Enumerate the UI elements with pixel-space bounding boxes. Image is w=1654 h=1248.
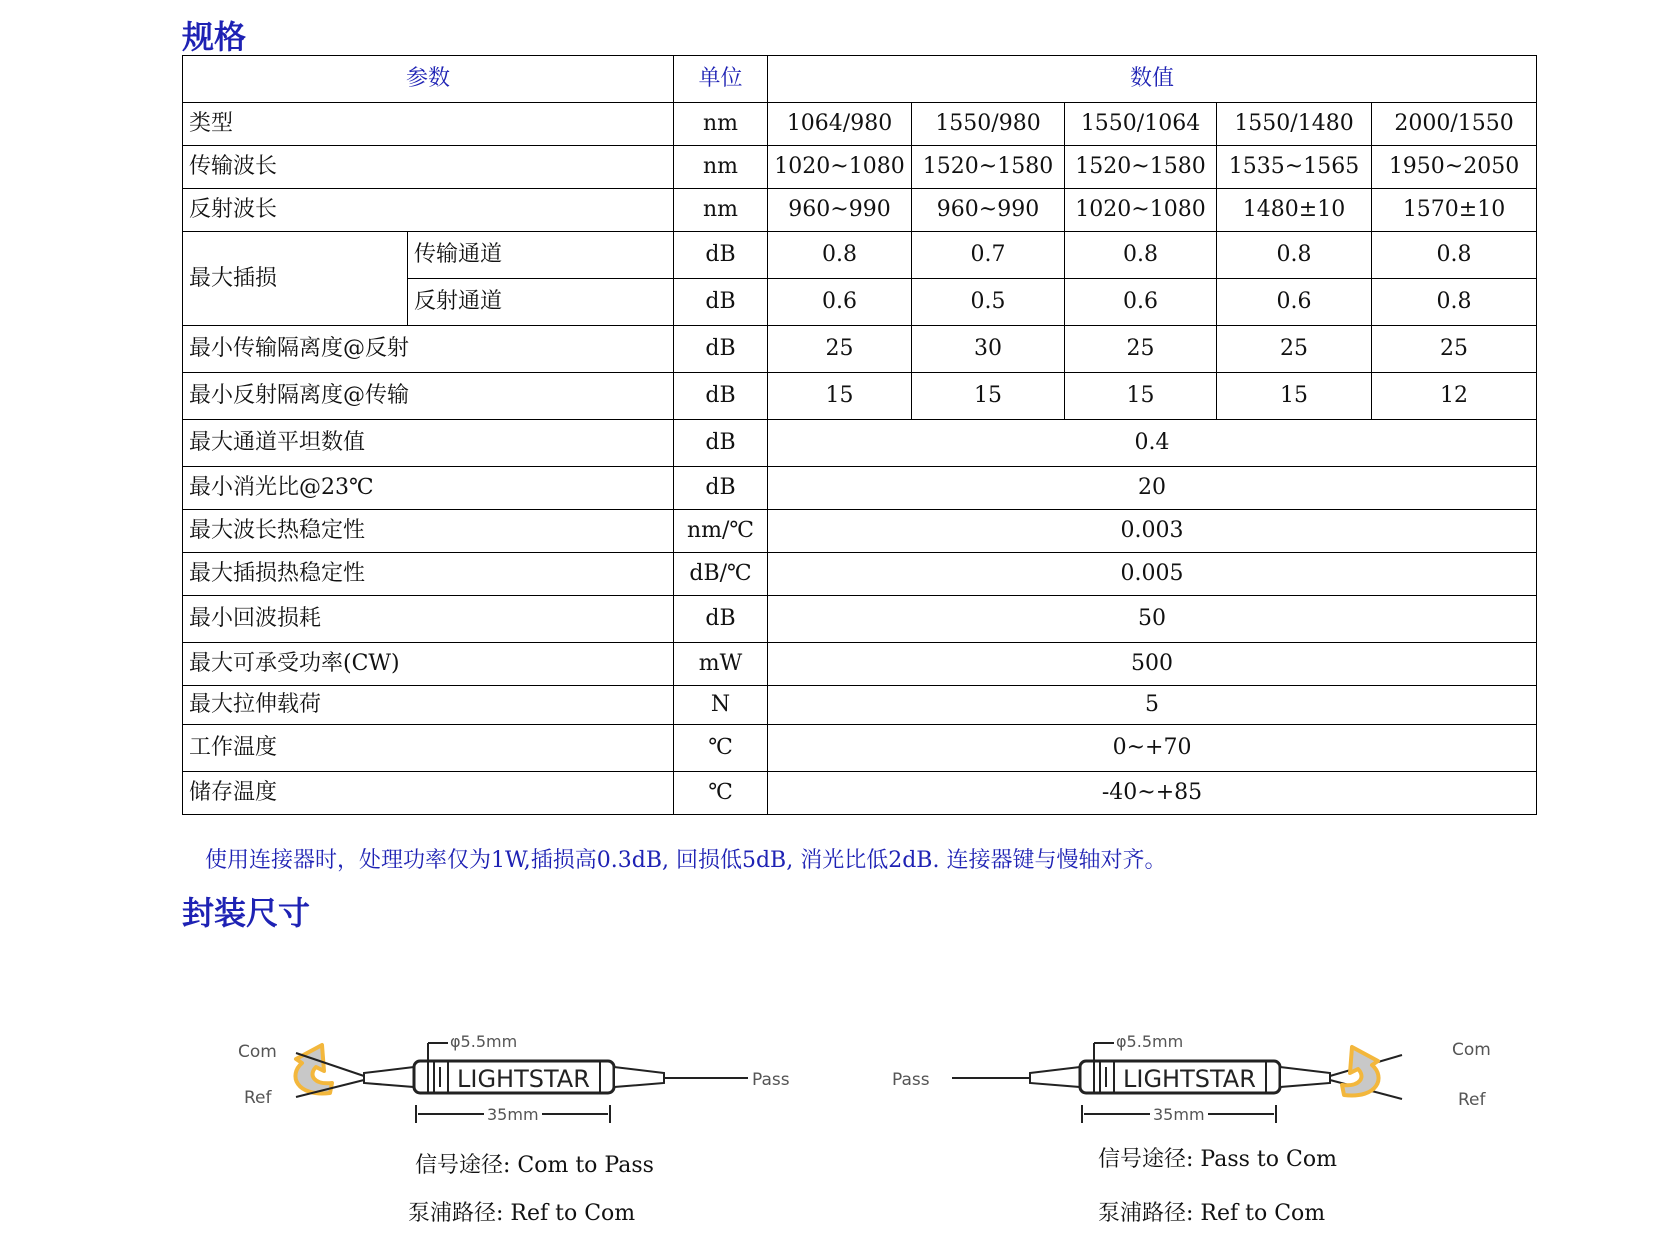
cell-value: 25 [768, 326, 912, 373]
cell-value: 0.005 [768, 553, 1537, 596]
signal-path-left: 信号途径: Com to Pass [415, 1153, 654, 1178]
row-label: 最小消光比@23℃ [183, 467, 674, 510]
row-label: 最小传输隔离度@反射 [183, 326, 674, 373]
table-row-reflect-wavelength [183, 189, 1537, 232]
length-label: 35mm [1153, 1105, 1205, 1124]
header-value: 数值 [768, 56, 1537, 103]
row-label: 最大通道平坦数值 [183, 420, 674, 467]
cell-value: 50 [768, 596, 1537, 643]
cell-value: 960~990 [912, 189, 1065, 232]
row-unit: nm/℃ [674, 510, 768, 553]
diameter-label: φ5.5mm [1116, 1032, 1184, 1051]
package-drawing-right [892, 1015, 1512, 1130]
cell-value: 0.8 [768, 232, 912, 279]
cell-value: 1550/980 [912, 103, 1065, 146]
row-label: 最小反射隔离度@传输 [183, 373, 674, 420]
curved-arrow-icon [295, 1045, 332, 1093]
cell-value: 1950~2050 [1372, 146, 1537, 189]
row-unit: mW [674, 643, 768, 686]
row-unit: ℃ [674, 725, 768, 772]
right-boot [614, 1067, 664, 1087]
ref-label: Ref [244, 1088, 272, 1108]
row-label: 最大波长热稳定性 [183, 510, 674, 553]
length-label: 35mm [487, 1105, 539, 1124]
cell-value: 1520~1580 [912, 146, 1065, 189]
table-row [183, 510, 1537, 553]
cell-value: 0.8 [1372, 232, 1537, 279]
spec-table [182, 55, 1537, 815]
cell-value: 15 [768, 373, 912, 420]
cell-value: 0.7 [912, 232, 1065, 279]
row-label: 最小回波损耗 [183, 596, 674, 643]
row-sublabel: 传输通道 [408, 232, 674, 279]
row-unit: nm [674, 103, 768, 146]
cell-value: 1520~1580 [1065, 146, 1217, 189]
table-row-type [183, 103, 1537, 146]
right-boot [1280, 1067, 1330, 1087]
cell-value: 0~+70 [768, 725, 1537, 772]
cell-value: 25 [1217, 326, 1372, 373]
pump-path-left: 泵浦路径: Ref to Com [408, 1201, 636, 1226]
table-row [183, 553, 1537, 596]
row-unit: dB [674, 596, 768, 643]
row-label: 传输波长 [183, 146, 674, 189]
cell-value: 15 [912, 373, 1065, 420]
row-unit: N [674, 686, 768, 725]
cell-value: 0.6 [768, 279, 912, 326]
com-label: Com [238, 1042, 277, 1062]
table-row [183, 725, 1537, 772]
cell-value: 1570±10 [1372, 189, 1537, 232]
package-diagram-left [238, 1015, 858, 1130]
cell-value: 25 [1372, 326, 1537, 373]
table-row [183, 420, 1537, 467]
row-label-insertion-loss: 最大插损 [183, 232, 408, 326]
diameter-label: φ5.5mm [450, 1032, 518, 1051]
table-row [183, 686, 1537, 725]
cell-value: 20 [768, 467, 1537, 510]
table-row-pass-isolation [183, 326, 1537, 373]
row-unit: nm [674, 146, 768, 189]
row-unit: dB [674, 467, 768, 510]
cell-value: 0.5 [912, 279, 1065, 326]
row-label: 反射波长 [183, 189, 674, 232]
package-diagram-right [892, 1015, 1512, 1130]
brand-label: LIGHTSTAR [1123, 1065, 1256, 1093]
row-label: 类型 [183, 103, 674, 146]
table-row [183, 772, 1537, 815]
row-unit: dB [674, 279, 768, 326]
row-unit: dB [674, 232, 768, 279]
pass-label: Pass [752, 1070, 790, 1090]
row-unit: nm [674, 189, 768, 232]
left-boot [364, 1067, 414, 1087]
package-drawing-left [238, 1015, 858, 1130]
row-label: 工作温度 [183, 725, 674, 772]
cell-value: 0.6 [1217, 279, 1372, 326]
connector-note: 使用连接器时，处理功率仅为1W,插损高0.3dB, 回损低5dB, 消光比低2dB. 连接器键与慢轴对齐。 [205, 848, 1167, 873]
cell-value: 0.003 [768, 510, 1537, 553]
row-label: 最大插损热稳定性 [183, 553, 674, 596]
table-header-row [183, 56, 1537, 103]
row-label: 最大拉伸载荷 [183, 686, 674, 725]
row-unit: dB [674, 326, 768, 373]
cell-value: -40~+85 [768, 772, 1537, 815]
com-label: Com [1452, 1040, 1491, 1060]
cell-value: 1020~1080 [768, 146, 912, 189]
cell-value: 5 [768, 686, 1537, 725]
row-unit: ℃ [674, 772, 768, 815]
table-row [183, 596, 1537, 643]
row-label: 最大可承受功率(CW) [183, 643, 674, 686]
cell-value: 1064/980 [768, 103, 912, 146]
header-param: 参数 [183, 56, 674, 103]
signal-path-right: 信号途径: Pass to Com [1098, 1147, 1337, 1172]
cell-value: 30 [912, 326, 1065, 373]
table-row-pass-wavelength [183, 146, 1537, 189]
header-unit: 单位 [674, 56, 768, 103]
cell-value: 1480±10 [1217, 189, 1372, 232]
cell-value: 2000/1550 [1372, 103, 1537, 146]
row-unit: dB [674, 373, 768, 420]
cell-value: 500 [768, 643, 1537, 686]
cell-value: 15 [1217, 373, 1372, 420]
row-unit: dB/℃ [674, 553, 768, 596]
table-row [183, 467, 1537, 510]
cell-value: 25 [1065, 326, 1217, 373]
cell-value: 1550/1480 [1217, 103, 1372, 146]
pump-path-right: 泵浦路径: Ref to Com [1098, 1201, 1326, 1226]
spec-heading: 规格 [182, 18, 247, 56]
cell-value: 0.6 [1065, 279, 1217, 326]
cell-value: 1550/1064 [1065, 103, 1217, 146]
table-row-insertion-pass [183, 232, 1537, 279]
ref-label: Ref [1458, 1090, 1486, 1110]
table-row [183, 643, 1537, 686]
cell-value: 1020~1080 [1065, 189, 1217, 232]
cell-value: 0.8 [1372, 279, 1537, 326]
cell-value: 15 [1065, 373, 1217, 420]
row-sublabel: 反射通道 [408, 279, 674, 326]
cell-value: 12 [1372, 373, 1537, 420]
package-heading: 封装尺寸 [182, 894, 311, 932]
table-row-reflect-isolation [183, 373, 1537, 420]
row-label: 储存温度 [183, 772, 674, 815]
brand-label: LIGHTSTAR [457, 1065, 590, 1093]
left-boot [1030, 1067, 1080, 1087]
pass-label: Pass [892, 1070, 930, 1090]
row-unit: dB [674, 420, 768, 467]
cell-value: 960~990 [768, 189, 912, 232]
cell-value: 0.4 [768, 420, 1537, 467]
cell-value: 0.8 [1065, 232, 1217, 279]
cell-value: 0.8 [1217, 232, 1372, 279]
cell-value: 1535~1565 [1217, 146, 1372, 189]
